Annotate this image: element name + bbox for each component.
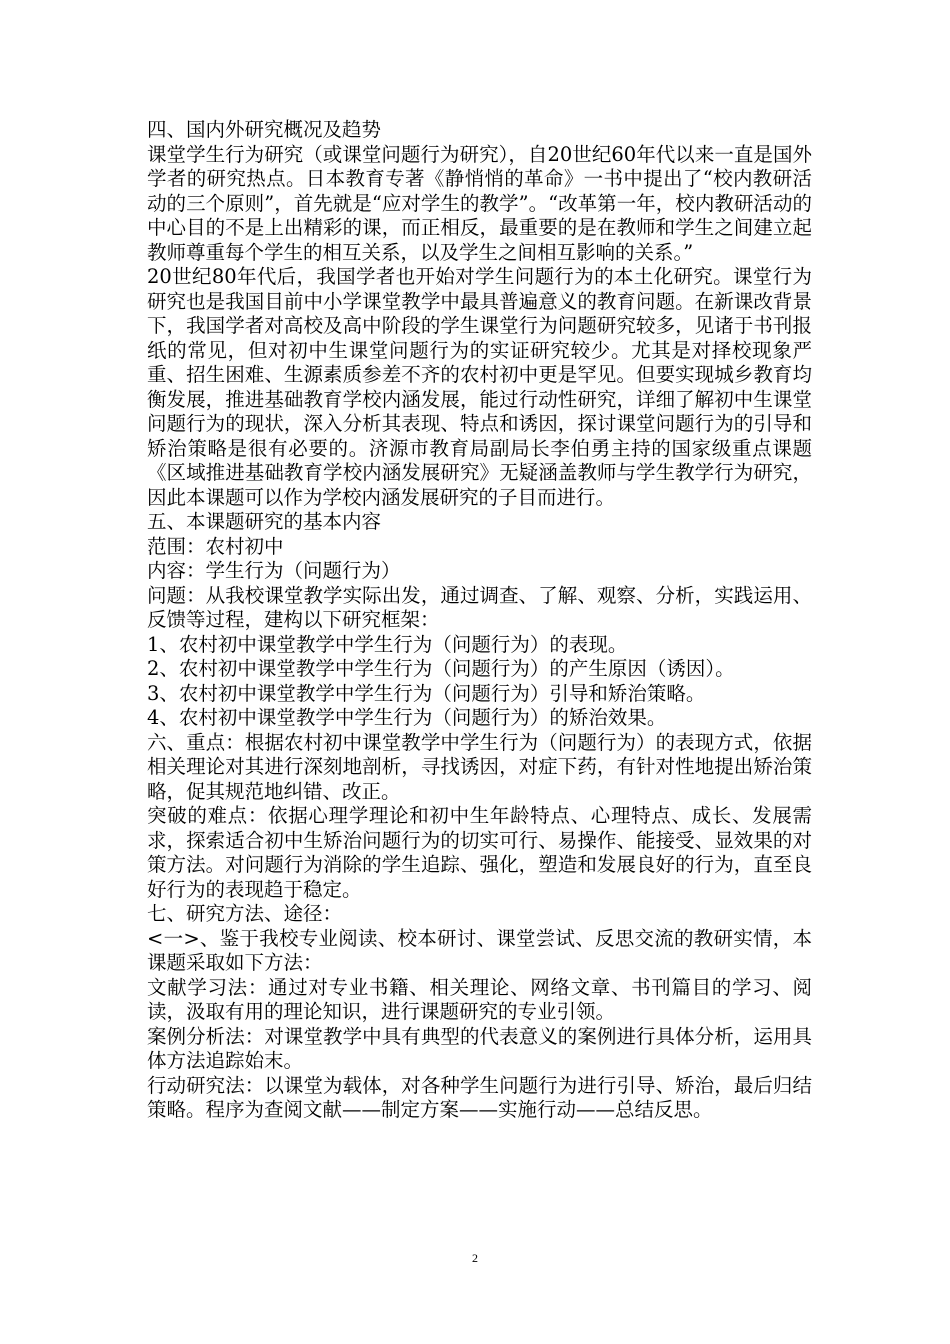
section-heading-7: 七、研究方法、途径： xyxy=(147,902,343,925)
framework-item-1: 1、农村初中课堂教学中学生行为（问题行为）的表现。 xyxy=(147,632,628,656)
framework-item-2: 2、农村初中课堂教学中学生行为（问题行为）的产生原因（诱因）。 xyxy=(147,657,735,680)
page-number: 2 xyxy=(472,1251,478,1265)
framework-item-3: 3、农村初中课堂教学中学生行为（问题行为）引导和矫治策略。 xyxy=(147,681,706,705)
method-case-analysis: 案例分析法：对课堂教学中具有典型的代表意义的案例进行具体分析，运用具体方法追踪始末。 xyxy=(147,1024,812,1072)
section-heading-5: 五、本课题研究的基本内容 xyxy=(147,510,382,533)
paragraph-foreign-research: 课堂学生行为研究（或课堂问题行为研究），自20世纪60年代以来一直是国外学者的研究热点。日本教育专著《静悄悄的革命》一书中提出了“校内教研活动的三个原则”，首先就是“应对学生的教学”。“改革第一年，校内教研活动的中心目的不是上出精彩的课，而正相反，最重要的是在教师和学生之间建立起教师尊重每个学生的相互关系，以及学生之间相互影响的关系。” xyxy=(147,142,812,264)
methods-intro-paragraph: <一>、鉴于我校专业阅读、校本研讨、课堂尝试、反思交流的教研实情，本课题采取如下方法： xyxy=(147,926,812,974)
document-body xyxy=(147,118,812,1123)
method-literature-study: 文献学习法：通过对专业书籍、相关理论、网络文章、书刊篇目的学习、阅读，汲取有用的理论知识，进行课题研究的专业引领。 xyxy=(147,975,812,1023)
difficulties-paragraph: 突破的难点：依据心理学理论和初中生年龄特点、心理特点、成长、发展需求，探索适合初中生矫治问题行为的切实可行、易操作、能接受、显效果的对策方法。对问题行为消除的学生追踪、强化，塑造和发展良好的行为，直至良好行为的表现趋于稳定。 xyxy=(147,804,812,901)
content-line: 内容：学生行为（问题行为） xyxy=(147,559,401,582)
section-heading-4: 四、国内外研究概况及趋势 xyxy=(147,118,382,141)
problem-paragraph: 问题：从我校课堂教学实际出发，通过调查、了解、观察、分析，实践运用、反馈等过程，建构以下研究框架： xyxy=(147,583,812,631)
method-action-research: 行动研究法：以课堂为载体，对各种学生问题行为进行引导、矫治，最后归结策略。程序为查阅文献——制定方案——实施行动——总结反思。 xyxy=(147,1073,812,1121)
scope-line: 范围：农村初中 xyxy=(147,534,284,558)
framework-item-4: 4、农村初中课堂教学中学生行为（问题行为）的矫治效果。 xyxy=(147,706,667,729)
paragraph-domestic-research: 20世纪80年代后，我国学者也开始对学生问题行为的本土化研究。课堂行为研究也是我国目前中小学课堂教学中最具普遍意义的教育问题。在新课改背景下，我国学者对高校及高中阶段的学生课堂行为问题研究较多，见诸于书刊报纸的常见，但对初中生课堂问题行为的实证研究较少。尤其是对择校现象严重、招生困难、生源素质参差不齐的农村初中更是罕见。但要实现城乡教育均衡发展，推进基础教育学校内涵发展，能过行动性研究，详细了解初中生课堂问题行为的现状，深入分析其表现、特点和诱因，探讨课堂问题行为的引导和矫治策略是很有必要的。济源市教育局副局长李伯勇主持的国家级重点课题《区域推进基础教育学校内涵发展研究》无疑涵盖教师与学生教学行为研究，因此本课题可以作为学校内涵发展研究的子目而进行。 xyxy=(147,265,812,509)
key-points-paragraph: 六、重点：根据农村初中课堂教学中学生行为（问题行为）的表现方式，依据相关理论对其进行深刻地剖析，寻找诱因，对症下药，有针对性地提出矫治策略，促其规范地纠错、改正。 xyxy=(147,730,812,803)
